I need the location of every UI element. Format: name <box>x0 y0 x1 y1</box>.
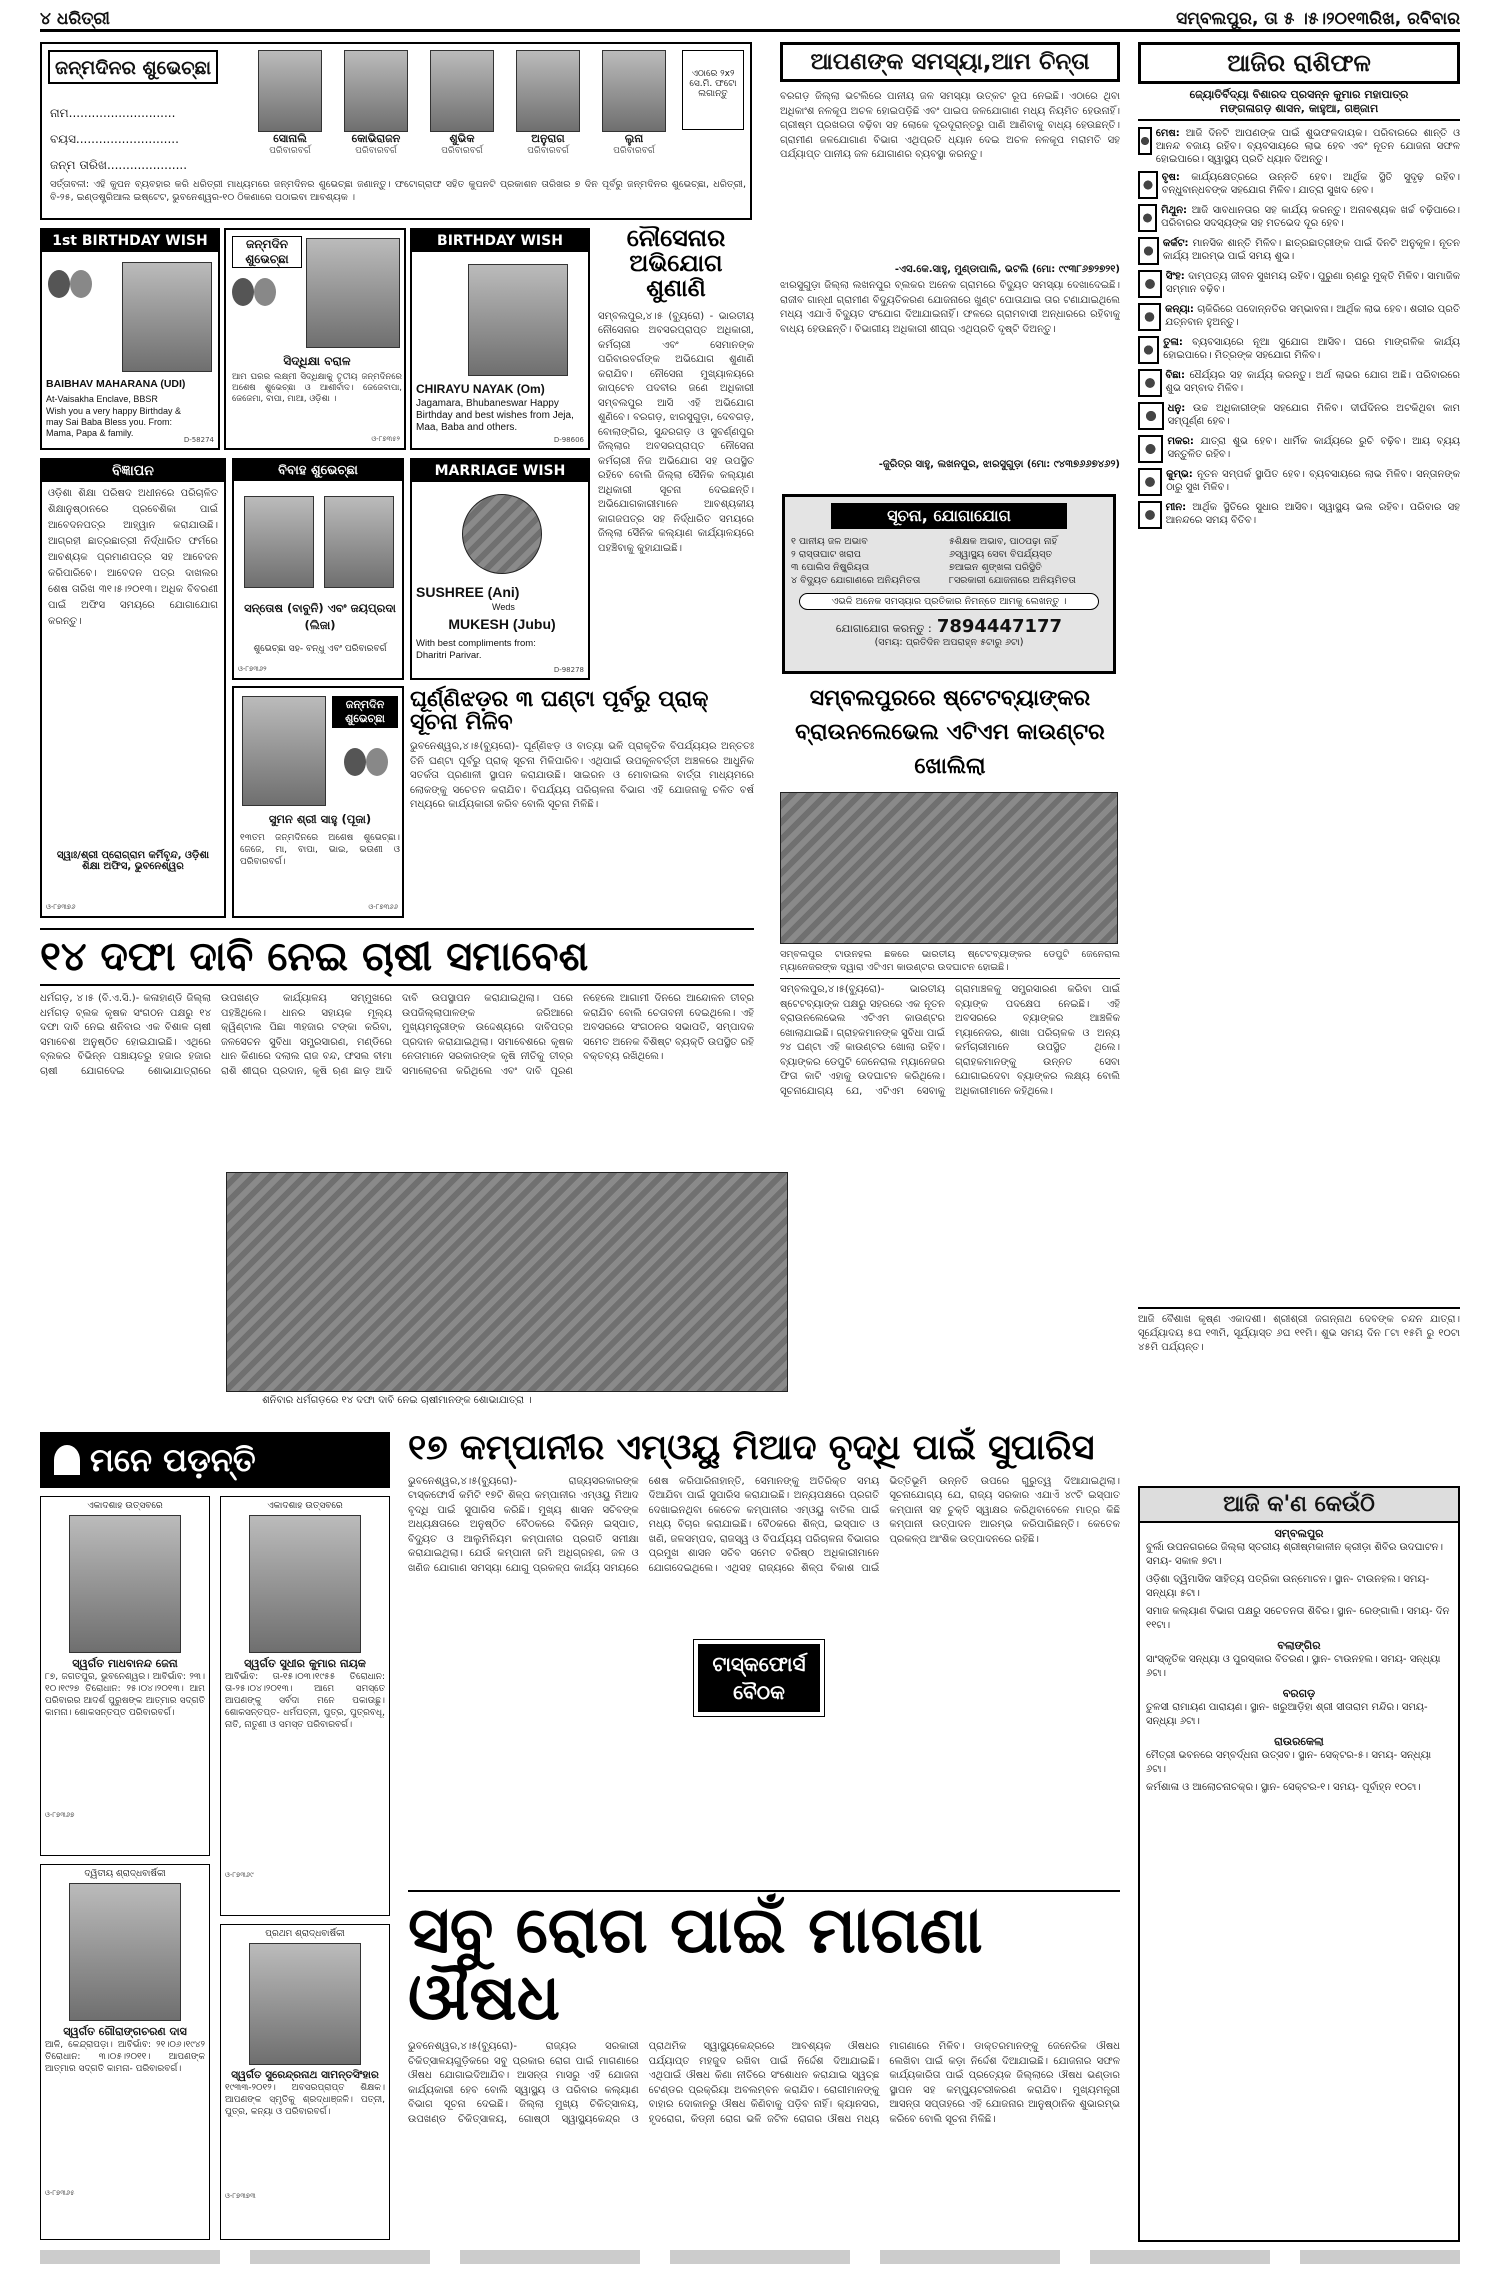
sign-text: ଧୈର୍ଯ୍ୟର ସହ କାର୍ଯ୍ୟ କରନ୍ତୁ। ଅର୍ଥ ଲାଭର ଯୋଗ ଅଛି। ପରିବାରରେ ଶୁଭ ସମ୍ବାଦ ମିଳିବ। <box>1165 370 1460 394</box>
capricorn-icon <box>1138 435 1163 463</box>
sign-name: ବୃଷ: <box>1161 172 1180 183</box>
balloon-group <box>344 748 388 780</box>
category-item: ୧ ପାନୀୟ ଜଳ ଅଭାବ <box>791 536 868 547</box>
kid-card <box>338 50 414 170</box>
virgo-icon <box>1138 303 1161 331</box>
notice-body: ଓଡ଼ିଶା ଶିକ୍ଷା ପରିଷଦ ଅଧୀନରେ ପରିଚାଳିତ ଶିକ୍ଷାନୁଷ୍ଠାନରେ ପ୍ରବେଶିକା ପାଇଁ ଆବେଦନପତ୍ର ଆହ୍ୱାନ କରାଯାଉଛି। ଆଗ୍ରହୀ ଛାତ୍ରଛାତ୍ରୀ ନିର୍ଦ୍ଧାରିତ ଫର୍ମରେ ଆବଶ୍ୟକ ପ୍ରମାଣପତ୍ର ସହ ଆବେଦନ କରିପାରିବେ। ଆବେଦନ ପତ୍ର ଦାଖଲର ଶେଷ ତାରିଖ ୩୧।୫।୨୦୧୩। ଅଧିକ ବିବରଣୀ ପାଇଁ ଅଫିସ ସମୟରେ ଯୋଗାଯୋଗ କରନ୍ତୁ। <box>48 488 218 627</box>
sign-name: ସିଂହ: <box>1165 271 1185 282</box>
kid-family: ପରିବାରବର୍ଗ <box>613 146 655 156</box>
sign-entry <box>1138 501 1460 529</box>
column-title: ଆଜି କ'ଣ କେଉଁଠି <box>1140 1488 1458 1523</box>
pisces-icon <box>1138 501 1162 529</box>
kid-card <box>424 50 500 170</box>
almanac-text: ଆଜି ବୈଶାଖ କୃଷ୍ଣ ଏକାଦଶୀ। ଶ୍ରୀଶ୍ରୀ ଜଗନ୍ନାଥ ଦେବଙ୍କ ଚନ୍ଦନ ଯାତ୍ରା। ସୂର୍ଯ୍ୟୋଦୟ ୫ଘ ୧୩ମି, ସୂର୍ଯ୍ୟାସ୍ତ ୬ଘ ୧୧ମି। ଶୁଭ ସମୟ ଦିନ ୮ଟା ୧୫ମି ରୁ ୧୦ଟା ୪୫ମି ପର୍ଯ୍ୟନ୍ତ। <box>1138 1307 1460 1413</box>
kid-family: ପରିବାରବର୍ଗ <box>527 146 569 156</box>
groom-photo <box>244 496 314 588</box>
groom-name: MUKESH (Jubu) <box>448 616 556 632</box>
photo-caption: ଶନିବାର ଧର୍ମଗଡ଼ରେ ୧୪ ଦଫା ଦାବି ନେଇ ଚାଷୀମାନଙ୍କ ଶୋଭାଯାତ୍ରା । <box>262 1395 532 1406</box>
story-body: ଧର୍ମଗଡ଼, ୪।୫ (ବି.ଏ.ସି.)- କଳାହାଣ୍ଡି ଜିଲ୍ଲା ଧର୍ମଗଡ଼ ବ୍ଲକ କୃଷକ ସଂଗଠନ ପକ୍ଷରୁ ୧୪ ଦଫା ଦାବି ନେଇ ଶନିବାର ଏକ ବିଶାଳ ଚାଷୀ ସମାବେଶ ଅନୁଷ୍ଠିତ ହୋଇଯାଇଛି। ଏଥିରେ ବ୍ଲକର ବିଭିନ୍ନ ପଞ୍ଚାୟତରୁ ହଜାର ହଜାର ଚାଷୀ ଯୋଗଦେଇ ଶୋଭାଯାତ୍ରାରେ ଉପଖଣ୍ଡ କାର୍ଯ୍ୟାଳୟ ସମ୍ମୁଖରେ ପହଞ୍ଚିଥିଲେ। ଧାନର ସହାୟକ ମୂଲ୍ୟ କ୍ୱିଣ୍ଟାଲ ପିଛା ୩ହଜାର ଟଙ୍କା କରିବା, ଜଳସେଚନ ସୁବିଧା ସମ୍ପ୍ରସାରଣ, ମଣ୍ଡିରେ ଧାନ କିଣାରେ ଦଲାଲ ରାଜ ବନ୍ଦ, ଫସଲ ବୀମା ରାଶି ଶୀଘ୍ର ପ୍ରଦାନ, କୃଷି ଋଣ ଛାଡ଼ ଆଦି ଦାବି ଉପସ୍ଥାପନ କରାଯାଇଥିଲା। ପରେ ଉପଜିଲ୍ଲାପାଳଙ୍କ ଜରିଆରେ ମୁଖ୍ୟମନ୍ତ୍ରୀଙ୍କ ଉଦ୍ଦେଶ୍ୟରେ ଦାବିପତ୍ର ପ୍ରଦାନ କରାଯାଇଥିଲା। ସମାବେଶରେ କୃଷକ ନେତାମାନେ ସରକାରଙ୍କ କୃଷି ନୀତିକୁ ତୀବ୍ର ସମାଲୋଚନା କରିଥିଲେ ଏବଂ ଦାବି ପୂରଣ ନହେଲେ ଆଗାମୀ ଦିନରେ ଆନ୍ଦୋଳନ ତୀବ୍ର କରାଯିବ ବୋଲି ଚେତାବନୀ ଦେଇଥିଲେ। ଏହି ଅବସରରେ ସଂଗଠନର ସଭାପତି, ସମ୍ପାଦକ ସମେତ ଅନେକ ବିଶିଷ୍ଟ ବ୍ୟକ୍ତି ଉପସ୍ଥିତ ରହି ବକ୍ତବ୍ୟ ରଖିଥିଲେ। <box>40 993 754 1077</box>
free-medicine-story <box>408 1890 1120 2242</box>
balloon-icon <box>48 270 70 298</box>
birthday-coupon <box>40 42 752 220</box>
event-item: ବୁର୍ଲା ଉପନଗରରେ ଜିଲ୍ଲା ସ୍ତରୀୟ ଶ୍ରୀଷ୍ମକାଳୀନ କ୍ରୀଡ଼ା ଶିବିର ଉଦଘାଟନ। ସମୟ- ସକାଳ ୭ଟା। <box>1146 1542 1444 1567</box>
kid-photo <box>602 50 666 132</box>
kid-photo-row <box>252 50 672 170</box>
balloon-icon <box>70 270 92 298</box>
navy-grievance-story <box>598 226 754 682</box>
memorial-text: ଆବିର୍ଭାବ: ତା-୧୫।୦୩।୧୯୫୫ ତିରୋଧାନ: ତା-୨୫।୦୪।୨୦୧୩। ଆମେ ସମସ୍ତେ ଆପଣଙ୍କୁ ସର୍ବଦା ମନେ ପକାଉଛୁ। ଶୋକସନ୍ତପ୍ତ- ଧର୍ମପତ୍ନୀ, ପୁତ୍ର, ପୁତ୍ରବଧୂ, ନାତି, ନାତୁଣୀ ଓ ସମସ୍ତ ପରିବାରବର୍ଗ। <box>225 1672 385 1730</box>
coupon-terms: ସର୍ତ୍ତାବଳୀ: ଏହି କୁପନ ବ୍ୟବହାର କରି ଧରିତ୍ରୀ ମାଧ୍ୟମରେ ଜନ୍ମଦିନର ଶୁଭେଚ୍ଛା ଜଣାନ୍ତୁ। ଫଟୋଗ୍ରାଫ ସହିତ କୁପନଟି ପ୍ରକାଶନ ତାରିଖର ୭ ଦିନ ପୂର୍ବରୁ ଜନ୍ମଦିନର ଶୁଭେଚ୍ଛା, ଧରିତ୍ରୀ, ବି-୨୫, ଇଣ୍ଡଷ୍ଟ୍ରିଆଲ ଇଷ୍ଟେଟ, ଭୁବନେଶ୍ୱର-୧୦ ଠିକଣାରେ ପଠାଇବା ଆବଶ୍ୟକ । <box>50 179 746 203</box>
story-body: ସମ୍ବଲପୁର,୪।୫ (ବ୍ୟୁରୋ) - ଭାରତୀୟ ନୌସେନାର ଅବସରପ୍ରାପ୍ତ ଅଧିକାରୀ, କର୍ମଚାରୀ ଏବଂ ସେମାନଙ୍କ ପରିବାରବର୍ଗଙ୍କ ଅଭିଯୋଗ ଶୁଣାଣି କରାଯିବ। ନୌସେନା ମୁଖ୍ୟାଳୟରେ କାପ୍ଟେନ ପଦବୀର ଜଣେ ଅଧିକାରୀ ସମ୍ବଲପୁର ଆସି ଏହି ଅଭିଯୋଗ ଶୁଣିବେ। ବରଗଡ଼, ଝାରସୁଗୁଡ଼ା, ଦେବଗଡ଼, ବୋଲାଙ୍ଗିର, ସୁନ୍ଦରଗଡ଼ ଓ ସୁବର୍ଣ୍ଣପୁର ଜିଲ୍ଲାର ଅବସରପ୍ରାପ୍ତ ନୌସେନା କର୍ମଚାରୀ ନିଜ ଅଭିଯୋଗ ସହ ଉପସ୍ଥିତ ରହିବେ ବୋଲି ଜିଲ୍ଲା ସୈନିକ କଲ୍ୟାଣ ଅଧିକାରୀ ସୂଚନା ଦେଇଛନ୍ତି। ଅଭିଯୋଗକାରୀମାନେ ଆବଶ୍ୟକୀୟ କାଗଜପତ୍ର ସହ ନିର୍ଦ୍ଧାରିତ ସମୟରେ ଜିଲ୍ଲା ସୈନିକ କଲ୍ୟାଣ କାର୍ଯ୍ୟାଳୟରେ ପହଞ୍ଚିବାକୁ କୁହାଯାଇଛି। <box>598 310 754 554</box>
kid-family: ପରିବାରବର୍ଗ <box>269 146 311 156</box>
ad-code: D-98278 <box>553 666 584 674</box>
sign-text: ଆଜି ସାବଧାନତାର ସହ କାର୍ଯ୍ୟ କରନ୍ତୁ। ଅନାବଶ୍ୟକ ଖର୍ଚ୍ଚ ବଢ଼ିପାରେ। ପରିବାରର ସଦସ୍ୟଙ୍କ ସହ ମତଭେଦ ଦୂର ହେବ। <box>1161 205 1460 229</box>
box-note: ଏଭଳି ଅନେକ ସମସ୍ୟାର ପ୍ରତିକାର ନିମନ୍ତେ ଆମକୁ ଲେଖନ୍ତୁ । <box>799 593 1099 610</box>
cancer-icon <box>1138 237 1159 265</box>
leo-icon <box>1138 270 1162 298</box>
event-item: ମୈତ୍ରୀ ଭବନରେ ସମ୍ବର୍ଦ୍ଧନା ଉତ୍ସବ। ସ୍ଥାନ- ସେକ୍ଟର-୫। ସମୟ- ସନ୍ଧ୍ୟା ୬ଟା। <box>1146 1750 1432 1775</box>
sign-name: କୁମ୍ଭ: <box>1166 469 1193 480</box>
event-item: ତୁଳସୀ ରାମାୟଣ ପାରାୟଣ। ସ୍ଥାନ- ଖରୁଆଡ଼ିହା ଶ୍ରୀ ସୀତାରାମ ମନ୍ଦିର। ସମୟ- ସନ୍ଧ୍ୟା ୬ଟା। <box>1146 1702 1428 1727</box>
memorial-name: ସ୍ୱର୍ଗତ ସୁଧୀର କୁମାର ନାୟକ <box>244 1657 366 1670</box>
kid-name: ସୋନାଲି <box>273 132 307 145</box>
city-heading: ବଲାଙ୍ଗିର <box>1277 1639 1321 1652</box>
wish-name: ସୁମନ ଶ୍ରୀ ସାହୁ (ପୂଜା) <box>268 812 372 826</box>
notice-ad <box>40 458 226 918</box>
balloon-group <box>232 278 276 310</box>
coupon-title: ଜନ୍ମଦିନର ଶୁଭେଚ୍ଛା <box>48 50 218 84</box>
letter-signature-2: -ଜୁରିତ୍ର ସାହୁ, ଲଖନପୁର, ଝାରସୁଗୁଡ଼ା (ମୋ: ୯୪୩୭୬୬୭୪୬୨) <box>878 459 1120 470</box>
section-title <box>40 1432 390 1488</box>
wish-message: With best compliments from: Dharitri Parivar. <box>416 638 536 661</box>
couple-names: ସନ୍ତୋଷ (ବାବୁନି) ଏବଂ ଜୟପ୍ରଦା (ଲିଜା) <box>244 601 396 632</box>
first-birthday-wish <box>40 228 220 450</box>
memorial-section <box>40 1432 390 2240</box>
memorial-text: ଆଳି, କେନ୍ଦ୍ରାପଡ଼ା। ଆବିର୍ଭାବ: ୨୧।୦୬।୧୯୪୨ ତିରୋଧାନ: ୩।୦୫।୨୦୧୧। ଆପଣଙ୍କ ଆତ୍ମାର ସଦ୍‌ଗତି କାମନା- ପରିବାରବର୍ଗ। <box>45 2040 205 2074</box>
sign-entry <box>1138 204 1460 232</box>
coupon-field-age[interactable]: ବୟସ........................... <box>50 132 179 146</box>
ad-code: ଓ-୮୭୩୭୩ <box>225 2192 256 2200</box>
city-heading: ବରଗଡ଼ <box>1282 1687 1316 1700</box>
story-body: ଭୁବନେଶ୍ୱର,୪।୫(ବ୍ୟୁରୋ)- ଘୂର୍ଣ୍ଣିଝଡ଼ ଓ ବାତ୍ୟା ଭଳି ପ୍ରାକୃତିକ ବିପର୍ଯ୍ୟୟର ଅନ୍ତତଃ ତିନି ଘଣ୍ଟା ପୂର୍ବରୁ ପ୍ରାକ୍ ସୂଚନା ମିଳିପାରିବ। ଏଥିପାଇଁ ଉପକୂଳବର୍ତ୍ତୀ ଅଞ୍ଚଳରେ ଆଧୁନିକ ସତର୍କତା ପ୍ରଣାଳୀ ସ୍ଥାପନ କରାଯାଉଛି। ସାଇରନ ଓ ମୋବାଇଲ ବାର୍ତ୍ତା ମାଧ୍ୟମରେ ଲୋକଙ୍କୁ ସଚେତନ କରାଯିବ। ବିପର୍ଯ୍ୟୟ ପରିଚାଳନା ବିଭାଗ ଏହି ଯୋଜନାକୁ ଚଳିତ ବର୍ଷ ମଧ୍ୟରେ କାର୍ଯ୍ୟକାରୀ କରିବ ବୋଲି ସୂଚନା ମିଳିଛି। <box>410 741 754 811</box>
astrologer-place: ମଙ୍ଗଳାଗଡ଼ ଶାସନ, କାହୁଆ, ଗଞ୍ଜାମ <box>1138 102 1460 121</box>
memorial-photo <box>249 1515 361 1653</box>
date-line: ସମ୍ବଲପୁର, ତା ୫ ।୫।୨୦୧୩ରିଖ, ରବିବାର <box>1176 9 1460 29</box>
rally-photo <box>226 1172 788 1392</box>
memorial-text: ୮୭, ଜଗତପୁର, ଭୁବନେଶ୍ୱର। ଆବିର୍ଭାବ: ୨୩।୧୦।୧୯୨୭ ତିରୋଧାନ: ୨୫।୦୪।୨୦୧୩। ଆମ ପରିବାରର ଆଦର୍ଶ ପୁରୁଷଙ୍କ ଆତ୍ମାର ସଦ୍‌ଗତି କାମନା। ଶୋକସନ୍ତପ୍ତ ପରିବାରବର୍ଗ। <box>45 1672 205 1718</box>
kid-card <box>596 50 672 170</box>
sign-entry <box>1138 336 1460 364</box>
birthday-wish-girl <box>232 686 404 918</box>
wish-name: BAIBHAV MAHARANA (UDI) <box>46 378 186 390</box>
birthday-wish-english <box>410 228 590 450</box>
ad-code: ଓ-୮୭୩୬୭ <box>45 1811 75 1819</box>
story-headline: ସବୁ ରୋଗ ପାଇଁ ମାଗଣା ଔଷଧ <box>408 1890 1120 2032</box>
wish-title: ବିବାହ ଶୁଭେଚ୍ଛା <box>234 460 402 481</box>
ad-code: ଓ-୮୭୩୫୨ <box>371 435 400 443</box>
wish-title: BIRTHDAY WISH <box>412 230 588 252</box>
page-footer-bar <box>40 2250 1460 2264</box>
sign-text: ଚାକିରିରେ ପଦୋନ୍ନତିର ସମ୍ଭାବନା। ଆର୍ଥିକ ଲାଭ ହେବ। ଶରୀର ପ୍ରତି ଯତ୍ନବାନ ହୁଅନ୍ତୁ। <box>1165 304 1460 328</box>
kid-family: ପରିବାରବର୍ଗ <box>441 146 483 156</box>
memorial-tag: ପ୍ରଥମ ଶ୍ରାଦ୍ଧବାର୍ଷିକୀ <box>265 1929 345 1939</box>
story-headline: ୧୭ କମ୍ପାନୀର ଏମ୍‌ଓୟୁ ମିଆଦ ବୃଦ୍ଧି ପାଇଁ ସୁପାରିସ <box>408 1428 1095 1468</box>
wish-message: ଶୁଭେଚ୍ଛା ସହ- ବନ୍ଧୁ ଏବଂ ପରିବାରବର୍ଗ <box>253 644 387 654</box>
wish-message: Wish you a very happy Birthday & may Sai Baba Bless you. From: Mama, Papa & family. <box>46 406 182 438</box>
memorial-card <box>220 1496 390 1916</box>
child-photo <box>468 264 568 376</box>
letter-signature-1: -ଏସ.କେ.ସାହୁ, ମୁଣ୍ଡାପାଲି, ଭଟଲି (ମୋ: ୯୯୩୮୬୭୨୭୨୧) <box>894 264 1120 275</box>
horoscope-column <box>1138 42 1460 1482</box>
girl-photo <box>242 696 326 806</box>
city-heading: ରାଉରକେଲା <box>1274 1735 1324 1748</box>
balloon-icon <box>254 278 276 306</box>
category-item: ୬ସ୍ୱାସ୍ଥ୍ୟ ସେବା ବିପର୍ଯ୍ୟସ୍ତ <box>949 549 1053 560</box>
memorial-text: ୧୯୩୩-୨୦୧୨। ଅବସରପ୍ରାପ୍ତ ଶିକ୍ଷକ। ଆପଣଙ୍କ ସ୍ମୃତିକୁ ଶ୍ରଦ୍ଧାଞ୍ଜଳି। ପତ୍ନୀ, ପୁତ୍ର, କନ୍ୟା ଓ ପରିବାରବର୍ଗ। <box>225 2083 385 2117</box>
memorial-card <box>40 1496 210 1856</box>
section-title-text: ମନେ ପଡ଼ନ୍ତି <box>90 1440 256 1479</box>
coupon-field-name[interactable]: ନାମ............................ <box>50 106 176 120</box>
farmers-rally-story <box>40 928 754 1416</box>
story-body: ଭୁବନେଶ୍ୱର,୪।୫(ବ୍ୟୁରୋ)- ରାଜ୍ୟସରକାରଙ୍କ ଟାସ୍କଫୋର୍ସ କମିଟି ୧୭ଟି ଶିଳ୍ପ କମ୍ପାନୀର ଏମ୍‌ଓୟୁ ମିଆଦ ବୃଦ୍ଧି ପାଇଁ ସୁପାରିସ କରିଛି। ମୁଖ୍ୟ ଶାସନ ସଚିବଙ୍କ ଅଧ୍ୟକ୍ଷତାରେ ଅନୁଷ୍ଠିତ ବୈଠକରେ ବିଭିନ୍ନ ଇସ୍ପାତ, ବିଦ୍ୟୁତ ଓ ଆଲୁମିନିୟମ କମ୍ପାନୀର ପ୍ରଗତି ସମୀକ୍ଷା କରାଯାଇଥିଲା। ଯେଉଁ କମ୍ପାନୀ ଜମି ଅଧିଗ୍ରହଣ, ଜଳ ଓ ଖଣିଜ ଯୋଗାଣ ସମସ୍ୟା ଯୋଗୁ ପ୍ରକଳ୍ପ କାର୍ଯ୍ୟ ସମୟରେ ଶେଷ କରିପାରିନାହାନ୍ତି, ସେମାନଙ୍କୁ ଅତିରିକ୍ତ ସମୟ ଦିଆଯିବା ପାଇଁ ସୁପାରିସ କରାଯାଇଛି। ଅନ୍ୟପକ୍ଷରେ ପ୍ରଗତି ଦେଖାଇନଥିବା କେତେକ କମ୍ପାନୀର ଏମ୍‌ଓୟୁ ବାତିଲ ପାଇଁ ମଧ୍ୟ ବିଚାର କରାଯାଇଛି। ବୈଠକରେ ଶିଳ୍ପ, ଇସ୍ପାତ ଓ ଖଣି, ଜଳସମ୍ପଦ, ରାଜସ୍ୱ ଓ ବିପର୍ଯ୍ୟୟ ପରିଚାଳନା ବିଭାଗର ପ୍ରମୁଖ ଶାସନ ସଚିବ ସମେତ ବରିଷ୍ଠ ଅଧିକାରୀମାନେ ଯୋଗଦେଇଥିଲେ। ଏଥିସହ ରାଜ୍ୟରେ ଶିଳ୍ପ ବିକାଶ ପାଇଁ ଭିତ୍ତିଭୂମି ଉନ୍ନତି ଉପରେ ଗୁରୁତ୍ୱ ଦିଆଯାଇଥିଲା। ସୂଚନାଯୋଗ୍ୟ ଯେ, ରାଜ୍ୟ ସରକାର ଏଯାଏଁ ୪୯ଟି ଇସ୍ପାତ କମ୍ପାନୀ ସହ ଚୁକ୍ତି ସ୍ୱାକ୍ଷର କରିଥିବାବେଳେ ମାତ୍ର କିଛି କମ୍ପାନୀ ଉତ୍ପାଦନ ଆରମ୍ଭ କରିପାରିଛନ୍ତି। କେତେକ ପ୍ରକଳ୍ପ ଆଂଶିକ ଉତ୍ପାଦନରେ ରହିଛି। <box>408 1475 1120 1574</box>
coupon-field-date[interactable]: ଜନ୍ମ ତାରିଖ..................... <box>50 158 188 172</box>
category-item: ୨ ରାସ୍ତାଘାଟ ଖରାପ <box>791 549 861 560</box>
contact-time: (ସମୟ: ପ୍ରତିଦିନ ଅପରାହ୍ନ ୫ଟାରୁ ୬ଟା) <box>874 637 1024 648</box>
story-headline: ଘୂର୍ଣ୍ଣିଝଡ଼ର ୩ ଘଣ୍ଟା ପୂର୍ବରୁ ପ୍ରାକ୍ ସୂଚନା ମିଳିବ <box>410 687 709 736</box>
memorial-card <box>220 1924 390 2240</box>
memorial-card <box>40 1864 210 2240</box>
page-header <box>40 8 1460 32</box>
sign-entry <box>1138 435 1460 463</box>
sign-entry <box>1138 369 1460 397</box>
notice-sign: ସ୍ୱାଃ/ଶ୍ରୀ ପ୍ରୋଗ୍ରାମ କର୍ମିବୃନ୍ଦ, ଓଡ଼ିଶା ଶିକ୍ଷା ଅଫିସ, ଭୁବନେଶ୍ୱର <box>56 850 210 872</box>
astrologer-name: ଜ୍ୟୋତିର୍ବିଦ୍ୟା ବିଶାରଦ ପ୍ରସନ୍ନ କୁମାର ମହାପାତ୍ର <box>1189 88 1409 101</box>
sagittarius-icon <box>1138 402 1164 430</box>
bride-name: SUSHREE (Ani) <box>416 584 520 600</box>
balloon-icon <box>344 748 366 776</box>
column-title: ଆଜିର ରାଶିଫଳ <box>1138 42 1460 84</box>
sign-entry <box>1138 237 1460 265</box>
libra-icon <box>1138 336 1159 364</box>
kid-family: ପରିବାରବର୍ଗ <box>355 146 397 156</box>
photo-placeholder[interactable]: ଏଠାରେ ୨x୨ ସେ.ମି. ଫଟୋ ଲଗାନ୍ତୁ <box>682 50 744 130</box>
wish-name: ସିଦ୍ଧିକ୍ଷା ବରାଳ <box>283 354 351 368</box>
reader-problems-column <box>780 42 1120 482</box>
event-list <box>1140 1523 1458 1803</box>
gemini-icon <box>1138 204 1157 232</box>
ad-code: ଓ-୮୭୩୬୨ <box>238 665 267 673</box>
problem-categories <box>791 535 1107 587</box>
sign-text: ନୂତନ ସମ୍ପର୍କ ସ୍ଥାପିତ ହେବ। ବ୍ୟବସାୟରେ ଲାଭ ମିଳିବ। ସନ୍ତାନଙ୍କ ଠାରୁ ସୁଖ ମିଳିବ। <box>1166 469 1460 493</box>
birthday-wish-odia <box>224 228 406 450</box>
memorial-name: ସ୍ୱର୍ଗତ ସୁରେନ୍ଦ୍ରନାଥ ସାମନ୍ତସିଂହାର <box>231 2069 379 2081</box>
kid-photo <box>258 50 322 132</box>
category-item: ୮ସରକାରୀ ଯୋଜନାରେ ଅନିୟମିତତା <box>949 575 1076 586</box>
kid-name: ଶୁଭିକ <box>449 132 475 145</box>
weds-label: Weds <box>492 602 515 612</box>
taurus-icon <box>1138 171 1158 199</box>
sign-name: ତୁଳା: <box>1163 337 1183 348</box>
sign-text: ଆଜି ଦିନଟି ଆପଣଙ୍କ ପାଇଁ ଶୁଭଫଳଦାୟକ। ପରିବାରରେ ଶାନ୍ତି ଓ ଆନନ୍ଦ ବଜାୟ ରହିବ। ବ୍ୟବସାୟରେ ଲାଭ ହେବ ଏବଂ ନୂତନ ଯୋଜନା ସଫଳ ହୋଇପାରେ। ସ୍ୱାସ୍ଥ୍ୟ ପ୍ରତି ଧ୍ୟାନ ଦିଅନ୍ତୁ। <box>1155 128 1460 165</box>
sign-text: ଦାମ୍ପତ୍ୟ ଜୀବନ ସୁଖମୟ ରହିବ। ପୁରୁଣା ଋଣରୁ ମୁକ୍ତି ମିଳିବ। ସାମାଜିକ ସମ୍ମାନ ବଢ଼ିବ। <box>1165 271 1460 295</box>
sign-text: ମାନସିକ ଶାନ୍ତି ମିଳିବ। ଛାତ୍ରଛାତ୍ରୀଙ୍କ ପାଇଁ ଦିନଟି ଅନୁକୂଳ। ନୂତନ କାର୍ଯ୍ୟ ଆରମ୍ଭ ପାଇଁ ସମୟ ଶୁଭ। <box>1162 238 1460 262</box>
memorial-tag: ଏକାଦଶାହ ଉତ୍ସବରେ <box>87 1501 163 1511</box>
sign-name: ମକର: <box>1167 436 1194 447</box>
event-item: ଓଡ଼ିଶା ଦ୍ୱିମାସିକ ସାହିତ୍ୟ ପତ୍ରିକା ଉନ୍ମୋଚନ। ସ୍ଥାନ- ଟାଉନହଲ। ସମୟ- ସନ୍ଧ୍ୟା ୫ଟା। <box>1146 1574 1430 1599</box>
sign-text: ଉଚ୍ଚ ଅଧିକାରୀଙ୍କ ସହଯୋଗ ମିଳିବ। ଦୀର୍ଘଦିନର ଅଟକିଥିବା କାମ ସମ୍ପୂର୍ଣ୍ଣ ହେବ। <box>1167 403 1460 427</box>
wish-title: 1st BIRTHDAY WISH <box>42 230 218 252</box>
category-item: ୪ ବିଦ୍ୟୁତ ଯୋଗାଣରେ ଅନିୟମିତତା <box>791 575 921 586</box>
aquarius-icon <box>1138 468 1162 496</box>
story-headline: ୧୪ ଦଫା ଦାବି ନେଇ ଚାଷୀ ସମାବେଶ <box>40 928 754 986</box>
ad-code: D-98606 <box>553 436 584 444</box>
event-item: କର୍ମଶାଳା ଓ ଆଲୋଚନାଚକ୍ର। ସ୍ଥାନ- ସେକ୍ଟର-୧। ସମୟ- ପୂର୍ବାହ୍ନ ୧୦ଟା। <box>1146 1782 1421 1793</box>
kid-card <box>510 50 586 170</box>
sign-name: ମିଥୁନ: <box>1161 205 1188 216</box>
baby-photo <box>122 262 212 372</box>
memorial-photo <box>69 1883 181 2021</box>
coupon-fields <box>50 100 210 178</box>
marriage-wish-english <box>410 458 590 680</box>
sign-name: କନ୍ୟା: <box>1165 304 1194 315</box>
memorial-tag: ଦ୍ୱିତୀୟ ଶ୍ରାଦ୍ଧବାର୍ଷିକୀ <box>84 1869 166 1879</box>
sign-entry <box>1138 468 1460 496</box>
wish-title: ଜନ୍ମଦିନ ଶୁଭେଚ୍ଛା <box>232 236 302 268</box>
kid-photo <box>430 50 494 132</box>
memorial-photo <box>69 1515 181 1653</box>
memorial-name: ସ୍ୱର୍ଗତ ମାଧବାନନ୍ଦ ଜେନା <box>72 1657 178 1670</box>
wish-address: At-Vaisakha Enclave, BBSR <box>46 394 158 404</box>
sign-text: ଆର୍ଥିକ ସ୍ଥିତିରେ ସୁଧାର ଆସିବ। ସ୍ୱାସ୍ଥ୍ୟ ଭଲ ରହିବ। ପରିବାର ସହ ଆନନ୍ଦରେ ସମୟ ବିତିବ। <box>1165 502 1460 526</box>
city-heading: ସମ୍ବଲପୁର <box>1274 1527 1324 1540</box>
baby-photo <box>306 238 400 348</box>
sign-text: ଯାତ୍ରା ଶୁଭ ହେବ। ଧାର୍ମିକ କାର୍ଯ୍ୟରେ ରୁଚି ବଢ଼ିବ। ଆୟ ବ୍ୟୟ ସନ୍ତୁଳିତ ରହିବ। <box>1167 436 1460 460</box>
sign-entry <box>1138 270 1460 298</box>
sign-entry <box>1138 171 1460 199</box>
sign-list <box>1138 127 1460 1307</box>
box-title: ସୂଚନା, ଯୋଗାଯୋଗ <box>831 503 1067 529</box>
wish-name: CHIRAYU NAYAK (Om) <box>416 382 545 396</box>
mou-extension-story <box>408 1430 1120 1880</box>
kid-name: କୋଭିରାଜନ <box>351 132 401 145</box>
page-number-label: ୪ ଧରିତ୍ରୀ <box>40 9 110 29</box>
kid-name: ଲୁନା <box>624 132 644 145</box>
wish-title: MARRIAGE WISH <box>412 460 588 482</box>
photo-caption: ସମ୍ବଲପୁର ଟାଉନହଲ ଛକରେ ଭାରତୀୟ ଷ୍ଟେଟବ୍ୟାଙ୍କର ଡେପୁଟି ଜେନେରାଲ ମ୍ୟାନେଜରଙ୍କ ଦ୍ୱାରା ଏଟିଏମ କାଉଣ୍ଟର ଉଦଘାଟନ ହୋଇଛି। <box>780 949 1120 973</box>
bride-photo <box>324 496 394 588</box>
wish-message: ୧୩ତମ ଜନ୍ମଦିନରେ ଅଶେଷ ଶୁଭେଚ୍ଛା। ଜେଜେ, ମା, ବାପା, ଭାଇ, ଭଉଣୀ ଓ ପରିବାରବର୍ଗ। <box>240 833 400 867</box>
story-body: ସମ୍ବଲପୁର,୪।୫(ବ୍ୟୁରୋ)- ଭାରତୀୟ ଷ୍ଟେଟବ୍ୟାଙ୍କ ପକ୍ଷରୁ ସହରରେ ଏକ ନୂତନ ବ୍ରାଉନଲେଭେଲ ଏଟିଏମ କାଉଣ୍ଟର ଖୋଲାଯାଇଛି। ଗ୍ରାହକମାନଙ୍କ ସୁବିଧା ପାଇଁ ୨୪ ଘଣ୍ଟା ଏହି କାଉଣ୍ଟର ଖୋଲା ରହିବ। ବ୍ୟାଙ୍କର ଡେପୁଟି ଜେନେରାଲ ମ୍ୟାନେଜର ଫିତା କାଟି ଏହାକୁ ଉଦଘାଟନ କରିଥିଲେ। ସୂଚନାଯୋଗ୍ୟ ଯେ, ଏଟିଏମ ସେବାକୁ ଗ୍ରାମାଞ୍ଚଳକୁ ସମ୍ପ୍ରସାରଣ କରିବା ପାଇଁ ବ୍ୟାଙ୍କ ପଦକ୍ଷେପ ନେଇଛି। ଏହି ଅବସରରେ ବ୍ୟାଙ୍କର ଆଞ୍ଚଳିକ ମ୍ୟାନେଜର, ଶାଖା ପରିଚାଳକ ଓ ଅନ୍ୟ କର୍ମଚାରୀମାନେ ଉପସ୍ଥିତ ଥିଲେ। ଗ୍ରାହକମାନଙ୍କୁ ଉନ୍ନତ ସେବା ଯୋଗାଇଦେବା ବ୍ୟାଙ୍କର ଲକ୍ଷ୍ୟ ବୋଲି ଅଧିକାରୀମାନେ କହିଥିଲେ। <box>780 978 1120 1403</box>
atm-story <box>780 682 1120 1402</box>
ad-code: ଓ-୮୭୩୬୫ <box>45 2189 75 2197</box>
story-headline: ସମ୍ବଲପୁରରେ ଷ୍ଟେଟବ୍ୟାଙ୍କର ବ୍ରାଉନଲେଭେଲ ଏଟିଏମ କାଉଣ୍ଟର ଖୋଲିଲା <box>795 686 1105 779</box>
sign-name: ବିଛା: <box>1165 370 1185 381</box>
ad-code: D-58274 <box>183 436 214 444</box>
sign-name: ଧନୁ: <box>1167 403 1186 414</box>
event-item: ସାଂସ୍କୃତିକ ସନ୍ଧ୍ୟା ଓ ପୁରସ୍କାର ବିତରଣ। ସ୍ଥାନ- ଟାଉନହଲ। ସମୟ- ସନ୍ଧ୍ୟା ୬ଟା। <box>1146 1654 1441 1679</box>
memorial-photo <box>249 1943 361 2065</box>
event-item: ସମାଜ କଲ୍ୟାଣ ବିଭାଗ ପକ୍ଷରୁ ସଚେତନତା ଶିବିର। ସ୍ଥାନ- ରେଙ୍ଗାଲି। ସମୟ- ଦିନ ୧୧ଟା। <box>1146 1606 1450 1631</box>
wedding-wish-odia <box>232 458 404 680</box>
phone-row <box>791 616 1107 637</box>
ad-code: ଓ-୮୭୩୬୬ <box>368 903 398 911</box>
ad-code: ଓ-୮୭୩୬୯ <box>225 1871 254 1879</box>
sign-entry <box>1138 127 1460 166</box>
sign-name: କର୍କଟ: <box>1162 238 1189 249</box>
balloon-icon <box>232 278 254 306</box>
story-body: ଭୁବନେଶ୍ୱର,୪।୫(ବ୍ୟୁରୋ)- ରାଜ୍ୟର ସରକାରୀ ଚିକିତ୍ସାଳୟଗୁଡ଼ିକରେ ସବୁ ପ୍ରକାର ରୋଗ ପାଇଁ ମାଗଣାରେ ଔଷଧ ଯୋଗାଇଦିଆଯିବ। ଆସନ୍ତା ମାସରୁ ଏହି ଯୋଜନା କାର୍ଯ୍ୟକାରୀ ହେବ ବୋଲି ସ୍ୱାସ୍ଥ୍ୟ ଓ ପରିବାର କଲ୍ୟାଣ ବିଭାଗ ସୂଚନା ଦେଇଛି। ଜିଲ୍ଲା ମୁଖ୍ୟ ଚିକିତ୍ସାଳୟ, ଉପଖଣ୍ଡ ଚିକିତ୍ସାଳୟ, ଗୋଷ୍ଠୀ ସ୍ୱାସ୍ଥ୍ୟକେନ୍ଦ୍ର ଓ ପ୍ରାଥମିକ ସ୍ୱାସ୍ଥ୍ୟକେନ୍ଦ୍ରରେ ଆବଶ୍ୟକ ଔଷଧର ପର୍ଯ୍ୟାପ୍ତ ମହଜୁଦ ରଖିବା ପାଇଁ ନିର୍ଦ୍ଦେଶ ଦିଆଯାଇଛି। ଏଥିପାଇଁ ଔଷଧ କିଣା ନୀତିରେ ସଂଶୋଧନ କରାଯାଇ ସ୍ୱଚ୍ଛ ଟେଣ୍ଡର ପ୍ରକ୍ରିୟା ଅବଲମ୍ବନ କରାଯିବ। ରୋଗୀମାନଙ୍କୁ ବାହାର ଦୋକାନରୁ ଔଷଧ କିଣିବାକୁ ପଡ଼ିବ ନାହିଁ। କ୍ୟାନସର, ହୃଦରୋଗ, କିଡ୍‌ନୀ ରୋଗ ଭଳି ଜଟିଳ ରୋଗର ଔଷଧ ମଧ୍ୟ ମାଗଣାରେ ମିଳିବ। ଡାକ୍ତରମାନଙ୍କୁ ଜେନେରିକ ଔଷଧ ଲେଖିବା ପାଇଁ କଡ଼ା ନିର୍ଦ୍ଦେଶ ଦିଆଯାଇଛି। ଯୋଜନାର ସଫଳ କାର୍ଯ୍ୟକାରିତା ପାଇଁ ପ୍ରତ୍ୟେକ ଜିଲ୍ଲାରେ ଔଷଧ ଭଣ୍ଡାର ସ୍ଥାପନ ସହ କମ୍ପ୍ୟୁଟରୀକରଣ କରାଯିବ। ମୁଖ୍ୟମନ୍ତ୍ରୀ ଆସନ୍ତା ସପ୍ତାହରେ ଏହି ଯୋଜନାର ଆନୁଷ୍ଠାନିକ ଶୁଭାରମ୍ଭ କରିବେ ବୋଲି ସୂଚନା ମିଳିଛି। <box>408 2041 1120 2125</box>
column-title: ଆପଣଙ୍କ ସମସ୍ୟା,ଆମ ଚିନ୍ତା <box>780 42 1120 82</box>
taskforce-tag: ଟାସ୍କଫୋର୍ସ ବୈଠକ <box>694 1640 824 1716</box>
problem-letter-2: ଝାରସୁଗୁଡ଼ା ଜିଲ୍ଲା ଲଖନପୁର ବ୍ଲକର ଅନେକ ଗ୍ରାମରେ ବିଦ୍ୟୁତ ସମସ୍ୟା ଦେଖାଦେଇଛି। ରାଜୀବ ଗାନ୍ଧୀ ଗ୍ରାମୀଣ ବିଦ୍ୟୁତିକରଣ ଯୋଜନାରେ ଖୁଣ୍ଟ ପୋତାଯାଇ ତାର ଟଣାଯାଇଥିଲେ ମଧ୍ୟ ଏଯାଏଁ ବିଦ୍ୟୁତ ସଂଯୋଗ ଦିଆଯାଇନାହିଁ। ଫଳରେ ଗ୍ରାମବାସୀ ଅନ୍ଧାରରେ ରହିବାକୁ ବାଧ୍ୟ ହେଉଛନ୍ତି। ବିଭାଗୀୟ ଅଧିକାରୀ ଶୀଘ୍ର ଏଥିପ୍ରତି ଦୃଷ୍ଟି ଦିଅନ୍ତୁ। <box>780 280 1120 335</box>
balloon-icon <box>366 748 388 776</box>
wish-message: Jagamara, Bhubaneswar Happy Birthday and best wishes from Jeja, Maa, Baba and others. <box>416 398 574 433</box>
kid-photo <box>516 50 580 132</box>
wish-message: ଆମ ଘରର ଲକ୍ଷ୍ମୀ ସିଦ୍ଧିକ୍ଷାକୁ ତୃତୀୟ ଜନ୍ମଦିନରେ ଅଶେଷ ଶୁଭେଚ୍ଛା ଓ ଆଶୀର୍ବାଦ। ଜେଜେବାପା, ଜେଜେମା, ବାପା, ମାଆ, ଓଡ଼ିଶା । <box>232 372 402 404</box>
problem-letter-1: ବରଗଡ଼ ଜିଲ୍ଲା ଭଟଲିରେ ପାନୀୟ ଜଳ ସମସ୍ୟା ଉତ୍କଟ ରୂପ ନେଇଛି। ଏଠାରେ ଥିବା ଅଧିକାଂଶ ନଳକୂପ ଅଚଳ ହୋଇପଡ଼ିଛି ଏବଂ ପାଇପ ଜଳଯୋଗାଣ ମଧ୍ୟ ନିୟମିତ ହେଉନାହିଁ। ଗ୍ରୀଷ୍ମ ପ୍ରଖରତା ବଢ଼ିବା ସହ ଲୋକେ ଦୂରଦୂରାନ୍ତରୁ ପାଣି ଆଣିବାକୁ ବାଧ୍ୟ ହେଉଛନ୍ତି। ଗ୍ରାମୀଣ ଜଳଯୋଗାଣ ବିଭାଗ ଏଥିପ୍ରତି ଧ୍ୟାନ ଦେଇ ଅଚଳ ନଳକୂପ ମରାମତି ସହ ପର୍ଯ୍ୟାପ୍ତ ପାନୀୟ ଜଳ ଯୋଗାଣର ବ୍ୟବସ୍ଥା କରନ୍ତୁ। <box>780 91 1120 160</box>
sign-text: ବ୍ୟବସାୟରେ ନୂଆ ସୁଯୋଗ ଆସିବ। ଘରେ ମାଙ୍ଗଳିକ କାର୍ଯ୍ୟ ହୋଇପାରେ। ମିତ୍ରଙ୍କ ସହଯୋଗ ମିଳିବ। <box>1163 337 1460 361</box>
atm-inauguration-photo <box>780 792 1118 944</box>
cyclone-story <box>410 688 754 918</box>
category-item: ୭ଆଇନ ଶୃଙ୍ଖଳା ପରିସ୍ଥିତି <box>949 562 1042 573</box>
kid-photo <box>344 50 408 132</box>
sign-entry <box>1138 303 1460 331</box>
contact-label: ଯୋଗାଯୋଗ କରନ୍ତୁ : <box>835 622 932 635</box>
flower-bouquet-image <box>462 494 542 574</box>
sign-name: ମେଷ: <box>1155 128 1180 139</box>
sign-entry <box>1138 402 1460 430</box>
category-item: ୩ ପୋଲିସ ନିଷ୍କ୍ରିୟତା <box>791 562 870 573</box>
memorial-name: ସ୍ୱର୍ଗତ ଗୌରାଙ୍ଗଚରଣ ଦାସ <box>63 2025 187 2038</box>
events-today <box>1138 1486 1460 2242</box>
balloon-group <box>48 270 92 302</box>
phone-number[interactable]: 7894447177 <box>936 616 1063 637</box>
aries-icon <box>1138 127 1152 155</box>
wish-title: ଜନ୍ମଦିନ ଶୁଭେଚ୍ଛା <box>332 696 398 728</box>
ad-code: ଓ-୮୭୩୭୬ <box>46 903 76 911</box>
category-item: ୫ଶିକ୍ଷକ ଅଭାବ, ପାଠପଢ଼ା ନାହିଁ <box>949 536 1058 547</box>
lamp-icon <box>54 1445 80 1475</box>
sign-text: କାର୍ଯ୍ୟକ୍ଷେତ୍ରରେ ଉନ୍ନତି ହେବ। ଆର୍ଥିକ ସ୍ଥିତି ସୁଦୃଢ଼ ରହିବ। ବନ୍ଧୁବାନ୍ଧବଙ୍କ ସହଯୋଗ ମିଳିବ। ଯାତ୍ରା ସୁଖଦ ହେବ। <box>1161 172 1460 196</box>
memorial-tag: ଏକାଦଶାହ ଉତ୍ସବରେ <box>267 1501 343 1511</box>
kid-card <box>252 50 328 170</box>
kid-name: ଅନୁରାଗ <box>531 132 565 145</box>
story-headline: ନୌସେନାର ଅଭିଯୋଗ ଶୁଣାଣି <box>626 224 726 303</box>
sign-name: ମୀନ: <box>1165 502 1187 513</box>
scorpio-icon <box>1138 369 1162 397</box>
notice-title: ବିଜ୍ଞାପନ <box>42 460 224 482</box>
contact-info-box <box>782 494 1116 674</box>
